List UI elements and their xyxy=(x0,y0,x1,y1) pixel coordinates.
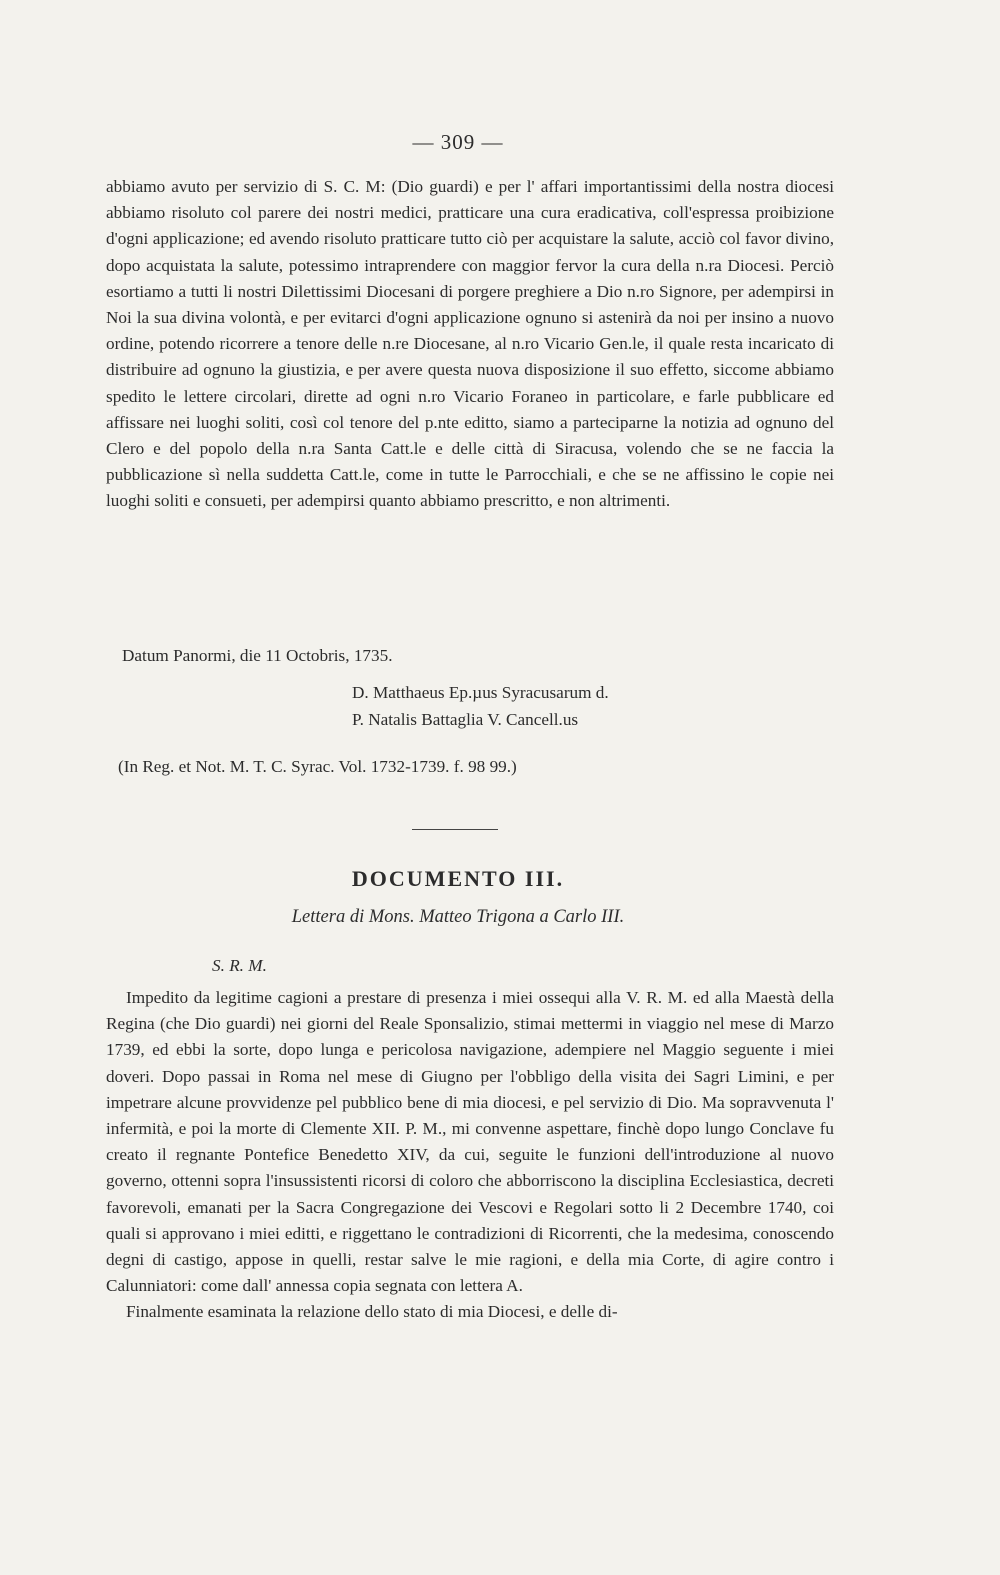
document-subtitle: Lettera di Mons. Matteo Trigona a Carlo III. xyxy=(291,907,625,927)
page-number: — 309 — xyxy=(412,130,504,154)
signature-bishop: D. Matthaeus Ep.µus Syracusarum d. xyxy=(352,683,609,702)
salutation: S. R. M. xyxy=(212,956,267,975)
signature-chancellor: P. Natalis Battaglia V. Cancell.us xyxy=(352,710,579,729)
archive-reference: (In Reg. et Not. M. T. C. Syrac. Vol. 1732-1739. f. 98 99.) xyxy=(118,757,517,776)
paragraph: Finalmente esaminata la relazione dello stato di mia Diocesi, e delle di- xyxy=(126,1302,618,1322)
letter-body xyxy=(106,985,834,1326)
document-title: DOCUMENTO III. xyxy=(351,866,565,891)
edict-body xyxy=(106,174,834,515)
paragraph: abbiamo avuto per servizio di S. C. M: (Dio guardi) e per l' affari importantissimi della nostra diocesi abbiamo risoluto col parere dei nostri medici, pratticare una cura eradicativa, coll'espressa proibizione d'ogni applicazione; ed avendo risoluto pratticare tutto ciò per acquistare la salute, acciò col favor divino, dopo acquistata la salute, potessimo intraprendere con maggior fervor la cura della n.ra Diocesi. Perciò esortiamo a tutti li nostri Dilettissimi Diocesani di porgere preghiere a Dio n.ro Signore, per adempirsi in Noi la sua divina volontà, e per evitarci d'ogni applicazione ognuno si astenirà da noi per insino a nuovo ordine, potendo ricorrere a tenore delle n.re Diocesane, al n.ro Vicario Gen.le, il quale resta incaricato di distribuire ad ognuno la giustizia, e per avere questa nuova disposizione il suo effetto, siccome abbiamo spedito le lettere circolari, dirette ad ogni n.ro Vicario Foraneo in particolare, e farle pubblicare ed affissare nei luoghi soliti, così col tenore del p.nte editto, siamo a parteciparne la notizia ad ognuno del Clero e del popolo della n.ra Santa Catt.le e delle città di Siracusa, volendo che se ne faccia la pubblicazione sì nella suddetta Catt.le, come in tutte le Parrocchiali, e che se ne affissino le copie nei luoghi soliti e consueti, per adempirsi quanto abbiamo prescritto, e non altrimenti. xyxy=(106,177,834,511)
paragraph: Impedito da legitime cagioni a prestare di presenza i miei ossequi alla V. R. M. ed alla Maestà della Regina (che Dio guardi) nei giorni del Reale Sponsalizio, stimai mettermi in viaggio nel mese di Marzo 1739, ed ebbi la sorte, dopo lunga e pericolosa navigazione, adempiere nel Maggio seguente i miei doveri. Dopo passai in Roma nel mese di Giugno per l'obbligo della visita dei Sagri Limini, e per impetrare alcune provvidenze pel pubblico bene di mia diocesi, e pel servizio di Dio. Ma sopravvenuta l' infermità, e poi la morte di Clemente XII. P. M., mi convenne aspettare, finchè dopo lungo Conclave fu creato il regnante Pontefice Benedetto XIV, da cui, seguite le funzioni dell'introduzione al nuovo governo, ottenni sopra l'insussistenti ricorsi di coloro che abborriscono la disciplina Ecclesiastica, decreti favorevoli, emanati per la Sacra Congregazione dei Vescovi e Regolari sotto li 2 Decembre 1740, coi quali si approvano i miei editti, e riggettano le contradizioni di Ricorrenti, che la medesima, conoscendo degni di castigo, appose in quelli, restar salve le mie ragioni, e della mia Corte, di agire contro i Calunniatori: come dall' annessa copia segnata con lettera A. xyxy=(106,988,834,1296)
section-divider xyxy=(412,829,498,830)
date-line: Datum Panormi, die 11 Octobris, 1735. xyxy=(122,646,393,665)
